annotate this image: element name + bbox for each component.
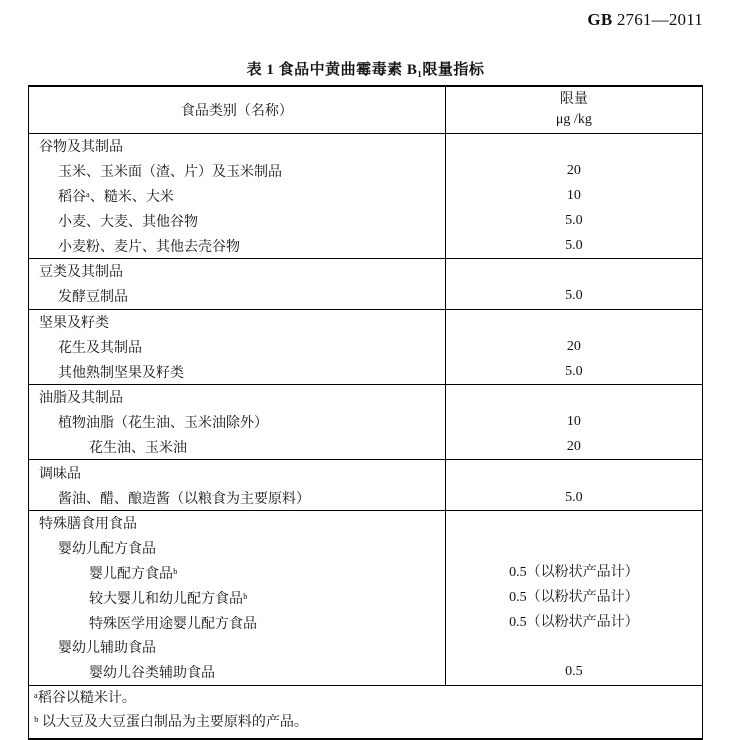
food-category-cell: 婴幼儿配方食品 [58,542,156,558]
table-section [29,258,702,309]
food-category-cell: 特殊医学用途婴儿配方食品 [89,616,257,632]
food-category-cell: 婴幼儿谷类辅助食品 [89,666,215,682]
standard-prefix: GB [587,10,613,29]
table-row [29,460,702,485]
limit-value-cell: 5.0 [445,208,702,233]
food-category-cell: 小麦、大麦、其他谷物 [58,214,198,230]
limit-value-cell [445,259,702,284]
footnotes-area [29,685,702,738]
column-header-limit [445,87,702,133]
limit-value-cell: 10 [445,410,702,435]
table-body [29,133,702,685]
table-row [29,536,702,561]
food-category-cell: 婴儿配方食品ᵇ [89,566,178,582]
food-category-cell: 玉米、玉米面（渣、片）及玉米制品 [58,165,282,181]
limit-value-cell [445,511,702,536]
table-row [29,184,702,209]
column-header-food-category: 食品类别（名称） [180,104,293,119]
table-row [29,410,702,435]
limit-value-cell: 20 [445,159,702,184]
table-row [29,159,702,184]
limit-value-cell [445,635,702,660]
table-row [29,284,702,309]
food-category-cell: 其他熟制坚果及籽类 [58,365,184,381]
limit-value-cell: 5.0 [445,284,702,309]
limits-table [28,85,703,740]
table-row [29,134,702,159]
table-row [29,385,702,410]
table-row [29,561,702,586]
limit-value-cell: 5.0 [445,233,702,258]
food-category-cell: 特殊膳食用食品 [39,517,137,533]
limit-value-cell: 0.5（以粉状产品计） [445,585,702,610]
limit-value-cell: 20 [445,435,702,460]
limit-value-cell: 5.0 [445,485,702,510]
food-category-cell: 花生及其制品 [58,340,142,356]
food-category-cell: 调味品 [39,466,81,482]
food-category-cell: 酱油、醋、酿造酱（以粮食为主要原料） [58,491,310,507]
food-category-cell: 植物油脂（花生油、玉米油除外） [58,416,268,432]
limit-value-cell [445,134,702,159]
table-section [29,459,702,510]
table-row [29,485,702,510]
food-category-cell: 豆类及其制品 [39,265,123,281]
table-section [29,510,702,685]
food-category-cell: 较大婴儿和幼儿配方食品ᵇ [89,591,248,607]
limit-value-cell: 10 [445,184,702,209]
footnote: ᵇ 以大豆及大豆蛋白制品为主要原料的产品。 [34,715,308,731]
limit-value-cell: 20 [445,334,702,359]
limit-value-cell: 0.5（以粉状产品计） [445,610,702,635]
table-row [29,610,702,635]
food-category-cell: 小麦粉、麦片、其他去壳谷物 [58,239,240,255]
table-row [29,660,702,685]
limit-value-cell: 0.5 [445,660,702,685]
food-category-cell: 稻谷ᵃ、糙米、大米 [58,189,174,205]
table-row [29,511,702,536]
table-row [29,259,702,284]
limit-value-cell [445,310,702,335]
table-section [29,384,702,459]
table-row [29,585,702,610]
table-row [29,233,702,258]
table-row [29,435,702,460]
food-category-cell: 发酵豆制品 [58,290,128,306]
food-category-cell: 油脂及其制品 [39,391,123,407]
food-category-cell: 花生油、玉米油 [89,440,187,456]
limit-label: 限量 [559,92,588,107]
table-title: 表 1 食品中黄曲霉毒素 B₁限量指标 [246,62,485,78]
limit-value-cell [445,385,702,410]
standard-code: 2761—2011 [616,10,703,29]
footnote: ᵃ稻谷以糙米计。 [34,690,136,706]
standard-number [587,10,703,30]
food-category-cell: 婴幼儿辅助食品 [58,641,156,657]
food-category-cell: 坚果及籽类 [39,315,109,331]
table-row [29,310,702,335]
limit-value-cell [445,536,702,561]
limit-value-cell: 0.5（以粉状产品计） [445,561,702,586]
table-row [29,208,702,233]
table-row [29,334,702,359]
table-row [29,635,702,660]
table-row [29,359,702,384]
limit-value-cell [445,460,702,485]
table-header-row [29,87,702,133]
table-section [29,309,702,384]
food-category-cell: 谷物及其制品 [39,140,123,156]
limit-value-cell: 5.0 [445,359,702,384]
table-section [29,133,702,258]
limit-unit: μg /kg [555,112,592,127]
